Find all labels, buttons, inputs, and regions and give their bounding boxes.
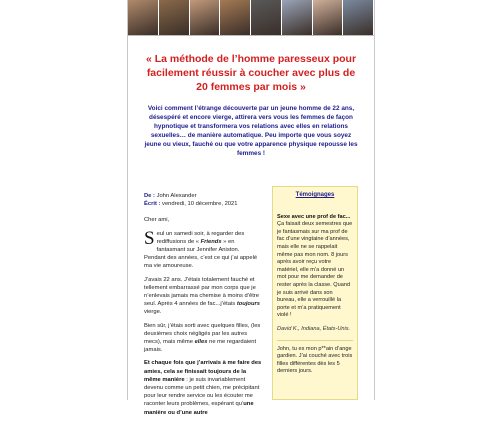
- banner-photo-5: [251, 0, 282, 35]
- p2-text-b: vierge.: [144, 309, 162, 316]
- p1-emphasis: Friends: [200, 238, 222, 245]
- testimonial-divider: [277, 340, 353, 341]
- banner-photo-2: [159, 0, 190, 35]
- banner-photo-1: [128, 0, 159, 35]
- paragraph-4: [144, 359, 262, 416]
- paragraph-1: [144, 227, 262, 271]
- dropcap: S: [144, 227, 155, 249]
- banner-photo-4: [220, 0, 251, 35]
- sales-letter: [144, 192, 262, 422]
- p2-text-a: J’avais 22 ans. J’étais totalement fauché et tellement embarrassé par mon corps que je n’enlevais jamais ma chemise à moins d’être seul. Après 4 années de fac...j’étais: [144, 276, 260, 308]
- page-container: [127, 0, 375, 416]
- p3-emphasis: elles: [194, 339, 208, 346]
- p2-emphasis: toujours: [236, 301, 260, 308]
- testimonials-box: [272, 186, 358, 400]
- p3-text-a: Bien sûr, j’étais sorti avec quelques filles, (les deuxièmes choix négligés par les autres mecs), mais même: [144, 322, 261, 346]
- banner-photo-3: [190, 0, 221, 35]
- p1-text-a: eul un samedi soir, à regarder des rediffusions de «: [156, 230, 245, 245]
- p3-text-b: ne me regardaient jamais.: [144, 339, 257, 354]
- testimonials-title: Témoignages: [295, 192, 335, 198]
- banner-photo-8: [343, 0, 374, 35]
- from-label: De :: [144, 193, 155, 199]
- p4-bold: Et chaque fois que j’arrivais à me faire des amies, cela se finissait toujours de la même manière: [144, 360, 262, 383]
- testimonial-1-signature: David K., Indiana, États-Unis.: [277, 325, 351, 332]
- banner-photo-6: [282, 0, 313, 35]
- p4-text-a: : je suis invariablement devenu comme un petit chien, me précipitant pour leur rendre service ou les écouter me raconter leurs problèmes, espérant qu’: [144, 376, 260, 408]
- letter-from: [144, 192, 262, 208]
- photo-banner: [128, 0, 374, 36]
- p1-text-b: » en fantasmant sur Jennifer Aniston. Pendant des années, c’est ce qui j’ai appelé ma vie amoureuse.: [144, 238, 258, 270]
- testimonial-1-text: Ça faisait deux semestres que je fantasmais sur ma prof de fac d’une vingtaine d’années, mais elle ne se rappelait même pas mon nom. 8 jours après avoir reçu votre matériel, elle m’a donné un mot pour me demander de rester après la classe. Quand je suis arrivé dans son bureau, elle a verrouillé la porte et m’a pratiquement violé !: [277, 221, 353, 319]
- from-value: John Alexander: [154, 193, 197, 199]
- p4-bold-2: une manière ou d’une autre: [144, 401, 254, 416]
- date-label: Écrit :: [144, 201, 161, 208]
- testimonial-2-text: John, tu es mon p**ain d’ange gardien. J’ai couché avec trois filles différentes dès les 5 derniers jours.: [277, 345, 353, 375]
- banner-photo-7: [313, 0, 344, 35]
- headline: « La méthode de l’homme paresseux pour facilement réussir à coucher avec plus de 20 femmes par mois »: [145, 53, 357, 93]
- greeting: Cher ami,: [144, 217, 170, 224]
- paragraph-3: [144, 322, 262, 355]
- testimonial-1-title: Sexe avec une prof de fac...: [277, 213, 351, 220]
- date-value: vendredi, 10 décembre, 2021: [160, 201, 238, 208]
- paragraph-2: [144, 276, 262, 317]
- intro-paragraph: Voici comment l’étrange découverte par un jeune homme de 22 ans, désespéré et encore vierge, attirera vers vous les femmes de façon hypnotique et transformera vos relations avec elles en relations sexuelles… de manière automatique. Peu importe que vous soyez jeune ou vieux, fauché ou que votre apparence physique repousse les femmes !: [144, 105, 358, 157]
